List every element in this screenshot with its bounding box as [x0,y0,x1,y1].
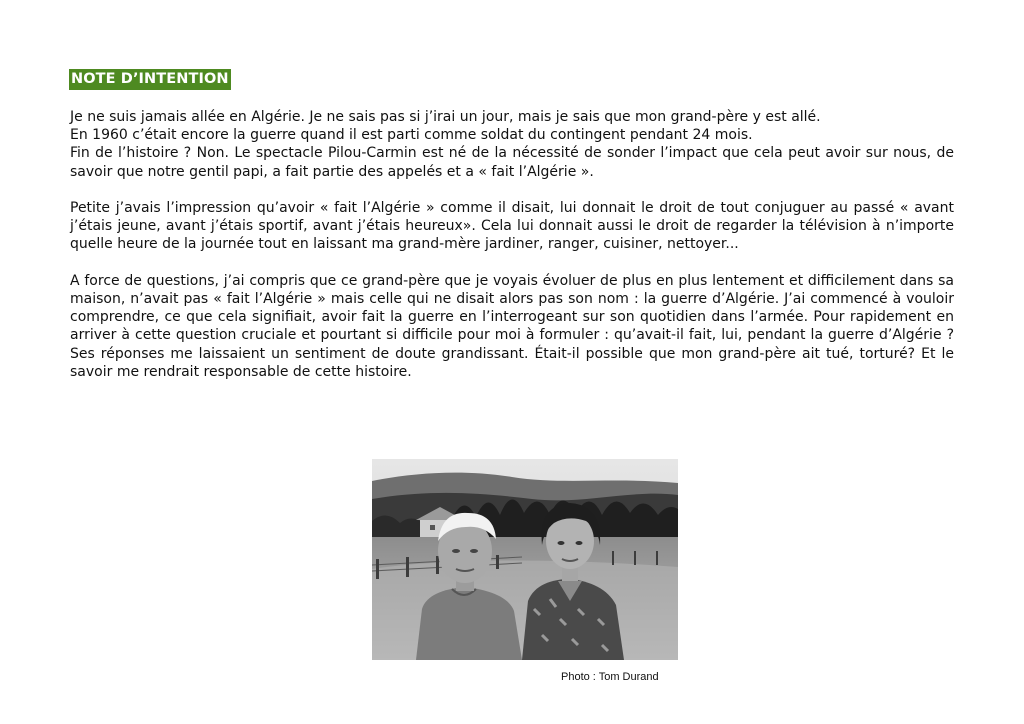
photo [372,459,678,660]
paragraph-1-line-3: Fin de l’histoire ? Non. Le spectacle Pilou-Carmin est né de la nécessité de sonder l’impact que cela peut avoir sur nous, de savoir que notre gentil papi, a fait partie des appelés et a « fait l’Algérie ». [70,145,954,180]
paragraph-2: Petite j’avais l’impression qu’avoir « fait l’Algérie » comme il disait, lui donnait le droit de tout conjuguer au passé « avant j’étais jeune, avant j’étais sportif, avant j’étais heureux». Cela lui donnait aussi le droit de regarder la télévision à n’importe quelle heure de la journée tout en laissant ma grand-mère jardiner, ranger, cuisiner, nettoyer... [70,200,954,253]
paragraph-1-line-2: En 1960 c’était encore la guerre quand il est parti comme soldat du contingent pendant 24 mois. [70,127,753,144]
paragraph-1-line-1: Je ne suis jamais allée en Algérie. Je ne sais pas si j’irai un jour, mais je sais que mon grand-père y est allé. [70,109,821,125]
intention-text [70,108,954,399]
photo-image [372,459,678,660]
paragraph-3: A force de questions, j’ai compris que ce grand-père que je voyais évoluer de plus en plus lentement et difficilement dans sa maison, n’avait pas « fait l’Algérie » mais celle qui ne disait alors pas son nom : la guerre d’Algérie. J’ai commencé à vouloir comprendre, ce que cela signifiait, avoir fait la guerre en l’interrogeant sur son quotidien dans l’armée. Pour rapidement en arriver à cette question cruciale et pourtant si difficile pour moi à formuler : qu’avait-il fait, lui, pendant la guerre d’Algérie ? Ses réponses me laissaient un sentiment de doute grandissant. Était-il possible que mon grand-père ait tué, torturé? Et le savoir me rendrait responsable de cette histoire. [70,272,954,380]
photo-caption: Photo : Tom Durand [561,671,659,683]
section-heading: NOTE D’INTENTION [69,69,231,90]
